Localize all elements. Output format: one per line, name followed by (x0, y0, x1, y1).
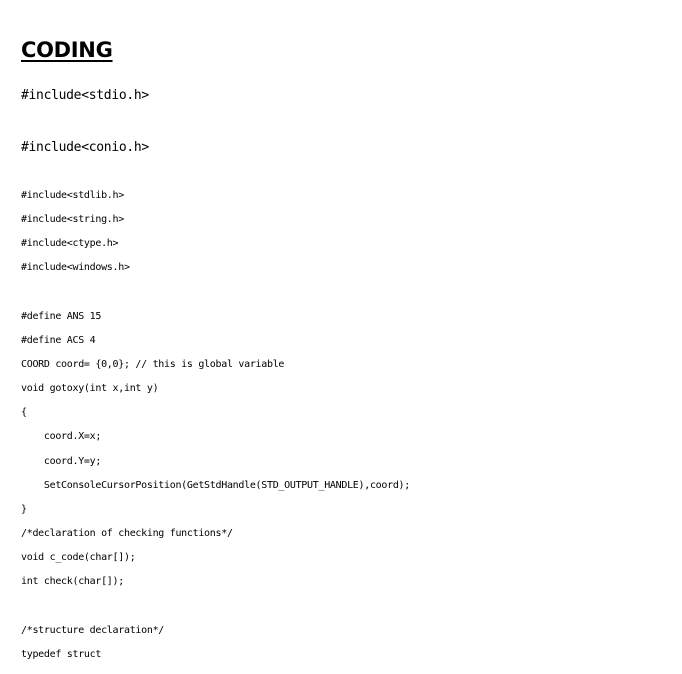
code-line: coord.X=x; (21, 431, 102, 442)
code-line: int check(char[]); (21, 576, 124, 587)
code-line: #include<stdlib.h> (21, 190, 124, 201)
code-line: /*declaration of checking functions*/ (21, 528, 233, 539)
page-title: CODING (21, 38, 113, 62)
code-line: #define ACS 4 (21, 335, 96, 346)
code-line: void gotoxy(int x,int y) (21, 383, 159, 394)
code-line: #include<conio.h> (21, 140, 149, 155)
code-line: /*structure declaration*/ (21, 625, 165, 636)
code-line: void c_code(char[]); (21, 552, 136, 563)
code-line: #include<stdio.h> (21, 88, 149, 103)
code-line: COORD coord= {0,0}; // this is global variable (21, 359, 285, 370)
code-line: typedef struct (21, 649, 102, 660)
code-line: { (21, 407, 27, 418)
code-line: #include<string.h> (21, 214, 124, 225)
code-line: } (21, 504, 27, 515)
code-line: #include<ctype.h> (21, 238, 119, 249)
code-line: SetConsoleCursorPosition(GetStdHandle(STD_OUTPUT_HANDLE),coord); (21, 480, 410, 491)
code-line: #define ANS 15 (21, 311, 102, 322)
code-line: #include<windows.h> (21, 262, 130, 273)
code-line: coord.Y=y; (21, 456, 102, 467)
